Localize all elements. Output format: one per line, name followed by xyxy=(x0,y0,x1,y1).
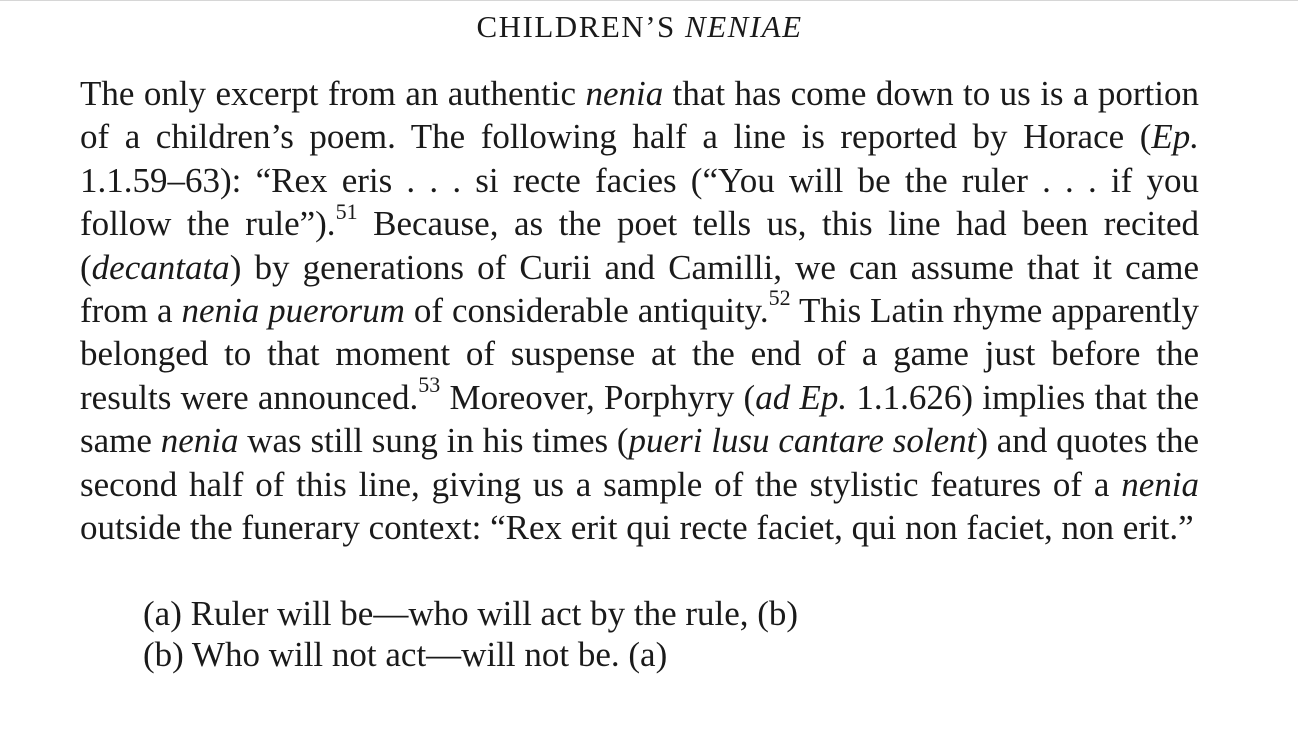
running-head-roman: CHILDREN’S xyxy=(476,9,686,44)
footnote-ref-53[interactable]: 53 xyxy=(418,372,441,398)
text-segment: that has come down to us is a portion of a children’s poem. The following half a line is reported by Horace ( xyxy=(80,74,1200,157)
running-head-italic: NENIAE xyxy=(685,9,803,44)
text-segment: 1.1.626) implies that the same xyxy=(80,377,1199,461)
text-segment: This Latin rhyme apparently belonged to that moment of suspense at the end of a game just before the results were announced. xyxy=(80,291,1199,417)
verse-line-1: (a) Ruler will be—who will act by the rule, (b) xyxy=(143,594,799,634)
text-segment: was still sung in his times ( xyxy=(238,421,629,461)
document-page xyxy=(80,0,1199,675)
running-head xyxy=(80,9,1199,49)
italic-term-decantata: decantata xyxy=(91,247,230,287)
italic-term-nenia: nenia xyxy=(1121,464,1199,504)
italic-quote-pueri-lusu: pueri lusu cantare solent xyxy=(628,421,977,461)
text-segment: of considerable antiquity. xyxy=(404,291,769,331)
italic-citation-ep: Ep. xyxy=(1151,117,1199,157)
italic-term-nenia: nenia xyxy=(585,74,664,113)
text-segment: outside the funerary context: “Rex erit qui recte faciet, qui non faciet, non erit.” xyxy=(80,508,1194,548)
text-segment: 1.1.59–63): “Rex eris . . . si recte facies (“You will be the ruler . . . if you follow the rule”). xyxy=(80,160,1199,244)
verse-line-2: (b) Who will not act—will not be. (a) xyxy=(143,635,668,675)
text-segment: ) and quotes the second half of this line, giving us a sample of the stylistic features of a xyxy=(80,421,1199,504)
italic-term-nenia: nenia xyxy=(160,421,239,461)
verse-block xyxy=(143,593,1199,675)
body-paragraph xyxy=(80,72,1199,549)
text-segment: Moreover, Porphyry ( xyxy=(440,377,756,417)
text-segment: Because, as the poet tells us, this line had been recited ( xyxy=(80,204,1199,287)
text-segment: The only excerpt from an authentic xyxy=(80,74,586,113)
italic-citation-ad-ep: ad Ep. xyxy=(755,377,848,417)
footnote-ref-52[interactable]: 52 xyxy=(768,285,791,311)
text-segment: ) by generations of Curii and Camilli, we can assume that it came from a xyxy=(80,247,1199,331)
italic-term-nenia-puerorum: nenia puerorum xyxy=(181,291,405,331)
footnote-ref-51[interactable]: 51 xyxy=(335,198,358,224)
